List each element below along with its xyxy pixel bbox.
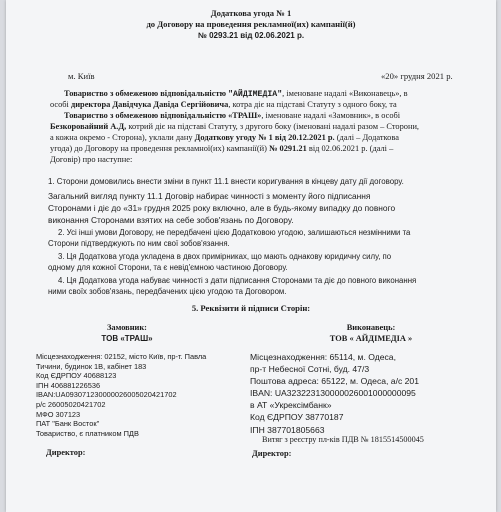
section-title: 5. Реквізити й підписи Сторін: (191, 303, 311, 313)
document-page (6, 0, 496, 512)
customer-detail-line: Код ЄДРПОУ 40688123 (36, 371, 117, 381)
clause-3-line-1: 3. Ця Додаткова угода укладена в двох примірниках, що мають однакову юридичну силу, по (58, 252, 392, 261)
clause-4-line-1: 4. Ця Додаткова угода набуває чинності з дати підписання Сторонами та діє до повного виконання (58, 276, 417, 285)
customer-detail-line: IBAN:UA093071230000026005020421702 (36, 390, 177, 400)
intro-contractor-name: "АЙДІМЕДІА" (228, 90, 283, 99)
clause-2-line-2: Сторони підтверджують по ним свої зобов'язання. (48, 239, 230, 248)
contractor-details (250, 351, 470, 436)
clause-3-line-2: одному для кожної Сторони, та є невід'ємною частиною Договору. (48, 263, 288, 272)
contractor-role: Виконавець: (346, 323, 396, 332)
intro-text: котрий діє на підставі Статуту, з другого боку (іменовані надалі разом – Сторони, (126, 122, 420, 131)
intro-customer-name: «ТРАШ» (228, 111, 262, 120)
contractor-vat-extract: Витяг з реєстру пл-ків ПДВ № 1815514500045 (262, 435, 424, 444)
contractor-detail-line: ІПН 387701805663 (250, 424, 325, 435)
intro-contractor-suffix: , іменоване надалі «Виконавець», в (282, 89, 408, 98)
clause-1-text-line-1: Загальний вигляд пункту 11.1 Договір набирає чинності з моменту його підписання (48, 191, 371, 201)
intro-text: , котра діє на підставі Статуту з одного боку, та (228, 100, 397, 109)
intro-customer-director: Безкоровайний А.Д, (50, 122, 127, 131)
intro-text: угода) до Договору на проведення рекламної(их) кампанії(й) (50, 144, 270, 153)
intro-text: особі (50, 100, 71, 109)
contractor-detail-line: пр-т Небесної Сотні, буд. 47/3 (250, 364, 370, 375)
customer-detail-line: Товариство, є платником ПДВ (36, 428, 139, 438)
intro-contractor-director: директора Давідчука Давіда Сергійовича (70, 100, 229, 109)
contractor-detail-line: Поштова адреса: 65122, м. Одеса, а/с 201 (250, 376, 419, 387)
intro-line-2 (50, 100, 397, 109)
customer-detail-line: ІПН 406881226536 (36, 380, 101, 390)
customer-detail-line: ПАТ "Банк Восток" (36, 419, 100, 429)
customer-detail-line: МФО 307123 (36, 409, 81, 419)
place-city: м. Київ (68, 71, 95, 81)
intro-line-5 (50, 133, 399, 142)
intro-contractor-prefix: Товариство з обмеженою відповідальністю (64, 89, 229, 98)
intro-line-7: Договір) про наступне: (50, 155, 133, 164)
header-contract-number: № 0293.21 від 02.06.2021 р. (197, 31, 305, 40)
intro-line-1 (64, 89, 408, 99)
contractor-director-label: Директор: (252, 449, 292, 458)
contractor-detail-line: Код ЄДРПОУ 38770187 (250, 412, 344, 423)
intro-line-3 (64, 111, 400, 120)
clause-4-line-2: ними своїх зобов'язань, передбачених цією угодою та Договором. (48, 287, 287, 296)
intro-customer-prefix: Товариство з обмеженою відповідальністю (64, 111, 229, 120)
intro-text: (далі – Додаткова (334, 133, 399, 142)
intro-contract-ref: № 0291.21 (269, 144, 307, 153)
contractor-detail-line: Місцезнаходження: 65114, м. Одеса, (250, 352, 396, 362)
header-title: Додаткова угода № 1 (210, 8, 292, 18)
place-date: «20» грудня 2021 р. (381, 71, 453, 81)
intro-line-6 (50, 144, 393, 153)
customer-details (36, 352, 241, 438)
customer-detail-line: Тичини, будинок 1В, кабінет 183 (36, 361, 147, 371)
intro-agreement-ref: Додаткову угоду № 1 від 20.12.2021 р. (194, 133, 335, 142)
header-subtitle: до Договору на проведення рекламної(их) кампанії(й) (146, 19, 356, 29)
customer-detail-line: Місцезнаходження: 02152, місто Київ, пр-т. Павла (36, 352, 207, 361)
intro-text: від 02.06.2021 р. (далі – (306, 144, 394, 153)
clause-1-text-line-2: Сторонами і діє до «31» грудня 2025 року включно, але в будь-якому випадку до повного (48, 203, 396, 213)
intro-text: а кожна окремо - Сторона), уклали дану (50, 133, 195, 142)
customer-role: Замовник: (107, 323, 147, 332)
intro-text: , іменоване надалі «Замовник», в особі (261, 111, 401, 120)
customer-name: ТОВ «ТРАШ» (101, 334, 153, 343)
clause-1: 1. Сторони домовились внести зміни в пункт 11.1 внести коригування в кінцеву дату дії договору. (48, 177, 404, 186)
contractor-detail-line: IBAN: UA323223130000026001000000095 (250, 388, 416, 399)
intro-line-4 (50, 122, 419, 131)
contractor-detail-line: в АТ «Укрексімбанк» (250, 400, 332, 411)
customer-detail-line: р/с 26005020421702 (36, 399, 106, 409)
clause-2-line-1: 2. Усі інші умови Договору, не передбачені цією Додатковою угодою, залишаються незмінними та (58, 228, 411, 237)
clause-1-text-line-3: виконання Сторонами взятих на себе зобов'язань по Договору. (48, 215, 294, 225)
contractor-name: ТОВ « АЙДІМЕДІА » (329, 334, 413, 343)
customer-director-label: Директор: (46, 448, 86, 457)
